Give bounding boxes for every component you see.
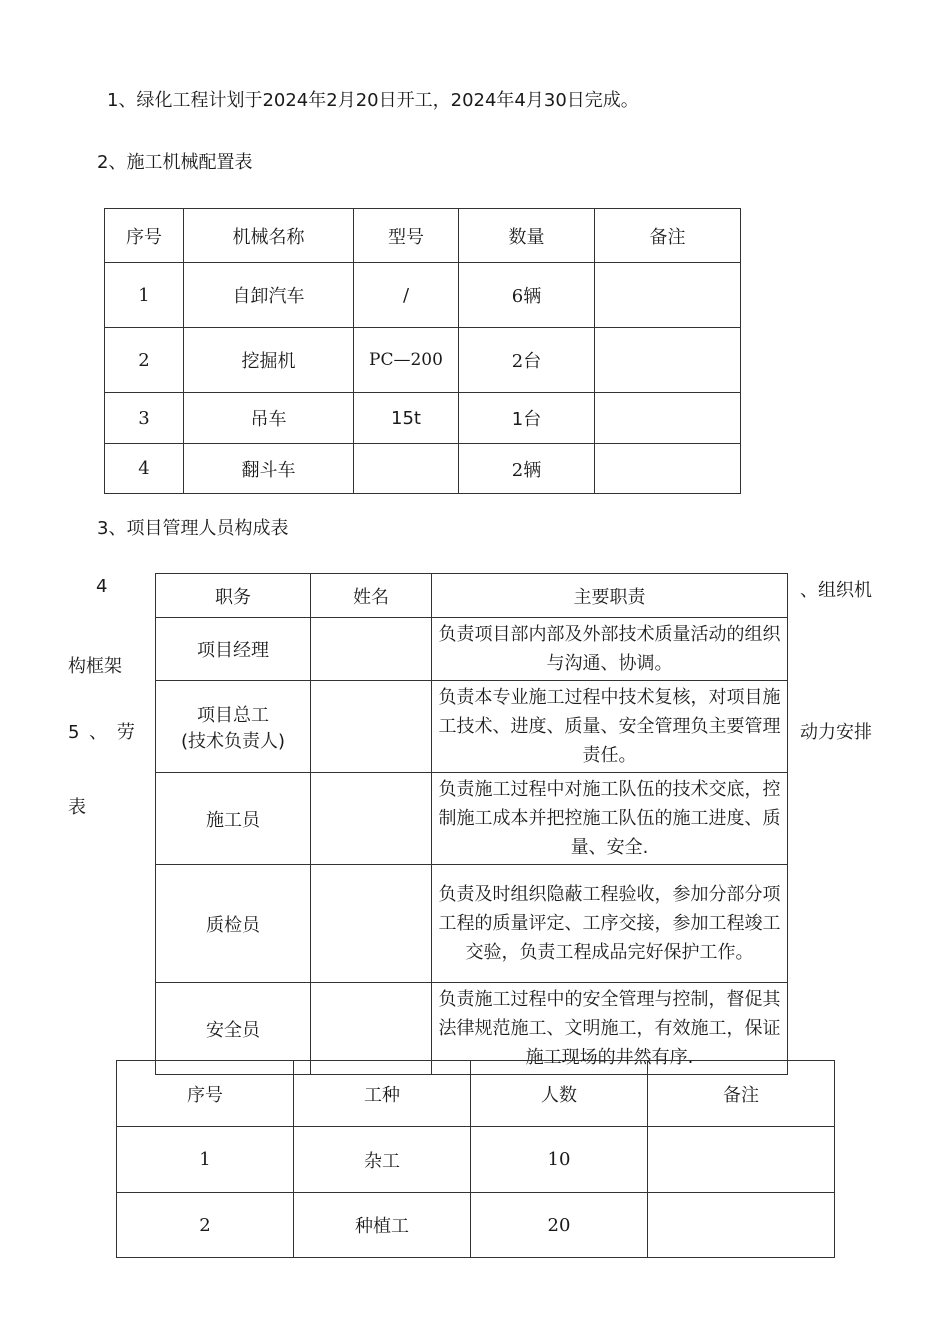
- staff-table-heading: 3、项目管理人员构成表: [97, 518, 289, 539]
- role-label: 项目总工: [197, 704, 269, 726]
- name-cell: [311, 618, 432, 681]
- table-header-row: [156, 574, 788, 618]
- table-cell: 杂工: [294, 1127, 471, 1193]
- machine-table-heading: 2、施工机械配置表: [97, 152, 253, 173]
- name-cell: [311, 865, 432, 983]
- table-row: [105, 393, 741, 444]
- role-sublabel: (技术负责人): [180, 730, 286, 752]
- duty-cell: 负责本专业施工过程中技术复核，对项目施工技术、进度、质量、安全管理负主要管理责任。: [432, 681, 788, 773]
- table-header-row: [117, 1061, 835, 1127]
- header-cell: 机械名称: [184, 209, 354, 263]
- section5-title-end: 表: [68, 797, 86, 818]
- section5-title-left: 5 、 劳: [68, 722, 135, 743]
- table-cell: [648, 1127, 835, 1193]
- section5-title-right: 动力安排: [800, 722, 872, 743]
- name-cell: [311, 773, 432, 865]
- role-cell: 项目经理: [156, 618, 311, 681]
- table-cell: 2台: [459, 328, 595, 393]
- duty-cell: 负责项目部内部及外部技术质量活动的组织与沟通、协调。: [432, 618, 788, 681]
- table-cell: 挖掘机: [184, 328, 354, 393]
- table-cell: 自卸汽车: [184, 263, 354, 328]
- section4-title-right: 、组织机: [800, 580, 872, 601]
- table-cell: 1台: [459, 393, 595, 444]
- table-cell: 1: [117, 1127, 294, 1193]
- table-cell: 1: [105, 263, 184, 328]
- header-cell: 人数: [471, 1061, 648, 1127]
- duty-cell: 负责施工过程中的安全管理与控制，督促其法律规范施工、文明施工，有效施工，保证施工现场的井然有序.: [432, 983, 788, 1075]
- machine-table: [104, 208, 741, 494]
- table-cell: [595, 444, 741, 494]
- table-cell: 2: [105, 328, 184, 393]
- role-cell: [156, 681, 311, 773]
- name-cell: [311, 681, 432, 773]
- table-row: [156, 618, 788, 681]
- table-row: [156, 773, 788, 865]
- table-cell: [648, 1193, 835, 1258]
- table-cell: [595, 393, 741, 444]
- header-cell: 姓名: [311, 574, 432, 618]
- header-cell: 职务: [156, 574, 311, 618]
- header-cell: 序号: [105, 209, 184, 263]
- table-cell: PC—200: [354, 328, 459, 393]
- table-row: [156, 865, 788, 983]
- role-cell: 质检员: [156, 865, 311, 983]
- duty-cell: 负责施工过程中对施工队伍的技术交底，控制施工成本并把控施工队伍的施工进度、质量、安全.: [432, 773, 788, 865]
- table-row: [117, 1193, 835, 1258]
- table-row: [105, 444, 741, 494]
- header-cell: 型号: [354, 209, 459, 263]
- role-cell: 施工员: [156, 773, 311, 865]
- table-cell: 20: [471, 1193, 648, 1258]
- table-cell: [595, 263, 741, 328]
- header-cell: 工种: [294, 1061, 471, 1127]
- table-cell: 种植工: [294, 1193, 471, 1258]
- header-cell: 序号: [117, 1061, 294, 1127]
- table-row: [117, 1127, 835, 1193]
- table-cell: 4: [105, 444, 184, 494]
- table-row: [105, 263, 741, 328]
- table-cell: 2辆: [459, 444, 595, 494]
- table-cell: 2: [117, 1193, 294, 1258]
- header-cell: 主要职责: [432, 574, 788, 618]
- table-cell: 10: [471, 1127, 648, 1193]
- schedule-paragraph: 1、绿化工程计划于2024年2月20日开工，2024年4月30日完成。: [107, 90, 639, 111]
- header-cell: 数量: [459, 209, 595, 263]
- section4-number: 4: [96, 576, 108, 597]
- table-row: [156, 681, 788, 773]
- table-cell: 翻斗车: [184, 444, 354, 494]
- table-cell: [595, 328, 741, 393]
- staff-table: [155, 573, 788, 1075]
- table-cell: 3: [105, 393, 184, 444]
- header-cell: 备注: [648, 1061, 835, 1127]
- table-cell: /: [354, 263, 459, 328]
- section4-title-left: 构框架: [68, 656, 122, 677]
- role-cell: 安全员: [156, 983, 311, 1075]
- header-cell: 备注: [595, 209, 741, 263]
- table-cell: 6辆: [459, 263, 595, 328]
- table-header-row: [105, 209, 741, 263]
- duty-cell: 负责及时组织隐蔽工程验收，参加分部分项工程的质量评定、工序交接，参加工程竣工交验，负责工程成品完好保护工作。: [432, 865, 788, 983]
- table-cell: [354, 444, 459, 494]
- table-cell: 15t: [354, 393, 459, 444]
- table-row: [105, 328, 741, 393]
- table-cell: 吊车: [184, 393, 354, 444]
- labor-table: [116, 1060, 835, 1258]
